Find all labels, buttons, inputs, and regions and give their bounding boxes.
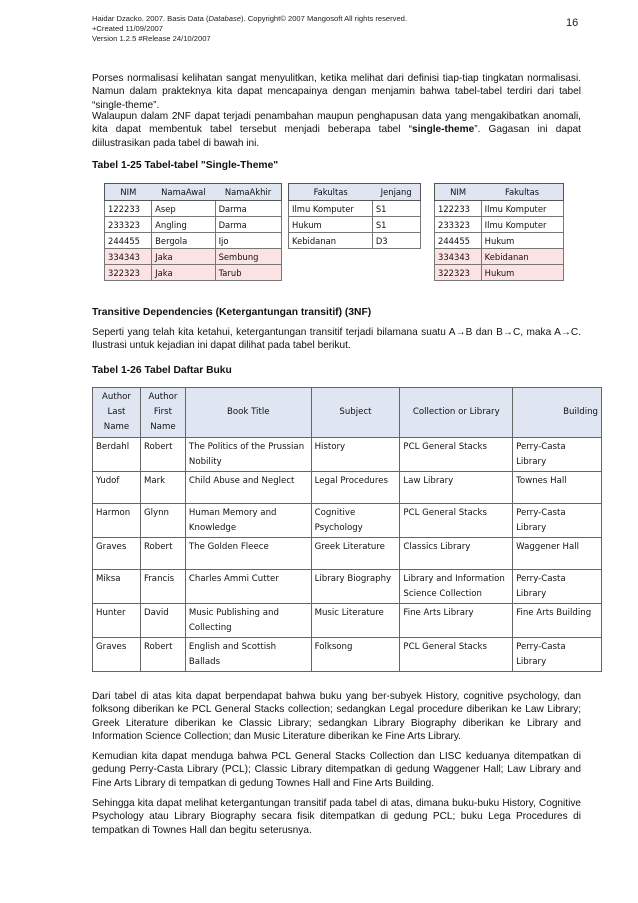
table-row xyxy=(105,265,282,281)
column-header: Book Title xyxy=(185,388,311,438)
table-cell: 122233 xyxy=(435,201,482,217)
table-row xyxy=(93,538,602,570)
table-cell: D3 xyxy=(372,233,420,249)
table-cell: Asep xyxy=(152,201,215,217)
column-header: Collection or Library xyxy=(400,388,513,438)
table-cell: Ilmu Komputer xyxy=(481,201,563,217)
table-row xyxy=(93,604,602,638)
table-cell: Kebidanan xyxy=(289,233,373,249)
table-cell: Francis xyxy=(140,570,185,604)
page-number: 16 xyxy=(566,17,579,29)
table-cell: Music Literature xyxy=(311,604,400,638)
arrow-icon: → xyxy=(502,327,513,338)
table-header-row xyxy=(93,388,602,438)
table-cell: Kebidanan xyxy=(481,249,563,265)
column-header: NIM xyxy=(105,184,152,201)
table-cell: Waggener Hall xyxy=(513,538,602,570)
table-cell: Robert xyxy=(140,638,185,672)
table-cell: Cognitive Psychology xyxy=(311,504,400,538)
section-title-3nf: Transitive Dependencies (Ketergantungan transitif) (3NF) xyxy=(92,307,372,318)
table-cell: Angling xyxy=(152,217,215,233)
table-cell: 244455 xyxy=(105,233,152,249)
table-cell: David xyxy=(140,604,185,638)
table-cell: Fine Arts Building xyxy=(513,604,602,638)
table-cell: Robert xyxy=(140,538,185,570)
table-row xyxy=(93,504,602,538)
table-cell: Greek Literature xyxy=(311,538,400,570)
table-cell: Charles Ammi Cutter xyxy=(185,570,311,604)
table-cell: Perry-Casta Library xyxy=(513,438,602,472)
table-cell: Fine Arts Library xyxy=(400,604,513,638)
table-cell: 334343 xyxy=(435,249,482,265)
table-cell: Legal Procedures xyxy=(311,472,400,504)
running-header xyxy=(92,14,407,44)
table-row xyxy=(93,472,602,504)
table-row xyxy=(93,638,602,672)
arrow-icon: → xyxy=(560,327,571,338)
table-cell: Tarub xyxy=(215,265,281,281)
table-cell: Harmon xyxy=(93,504,141,538)
table-row xyxy=(289,217,421,233)
column-header: NamaAwal xyxy=(152,184,215,201)
table-cell: S1 xyxy=(372,201,420,217)
column-header: Building xyxy=(513,388,602,438)
table-cell: Graves xyxy=(93,638,141,672)
table-cell: 122233 xyxy=(105,201,152,217)
paragraph-conclusion: Sehingga kita dapat melihat ketergantungan transitif pada tabel di atas, dimana buku-buku History, Cognitive Psychology atau Library Biography secara fisik ditempatkan di gedung PCL; buku Lega Procedures di tempatkan di Townes Hall dan begitu seterusnya. xyxy=(92,798,581,836)
table-cell: The Golden Fleece xyxy=(185,538,311,570)
table-row xyxy=(435,201,564,217)
table-cell: Townes Hall xyxy=(513,472,602,504)
table-cell: English and Scottish Ballads xyxy=(185,638,311,672)
table-cell: Ijo xyxy=(215,233,281,249)
caption-table-1-26: Tabel 1-26 Tabel Daftar Buku xyxy=(92,365,232,376)
table-cell: Jaka xyxy=(152,249,215,265)
table-cell: Human Memory and Knowledge xyxy=(185,504,311,538)
table-row xyxy=(435,217,564,233)
table-cell: PCL General Stacks xyxy=(400,438,513,472)
table-header-row xyxy=(435,184,564,201)
table-cell: History xyxy=(311,438,400,472)
table-cell: Darma xyxy=(215,201,281,217)
table-cell: 334343 xyxy=(105,249,152,265)
paragraph-2nf: Walaupun dalam 2NF dapat terjadi penambahan maupun penghapusan data yang mengakibatkan anomali, kita dapat membentuk tabel tersebut menjadi beberapa tabel “single-theme”. Gagasan ini dapat diilustrasikan pada tabel di bawah ini. xyxy=(92,111,581,149)
table-cell: Perry-Casta Library xyxy=(513,570,602,604)
column-header: Subject xyxy=(311,388,400,438)
table-cell: Child Abuse and Neglect xyxy=(185,472,311,504)
table-cell: Classics Library xyxy=(400,538,513,570)
table-cell: Graves xyxy=(93,538,141,570)
table-faculty-levels xyxy=(288,183,421,249)
table-cell: Ilmu Komputer xyxy=(481,217,563,233)
table-cell: Darma xyxy=(215,217,281,233)
table-row xyxy=(93,438,602,472)
table-row xyxy=(105,249,282,265)
table-book-list xyxy=(92,387,602,672)
table-row xyxy=(435,233,564,249)
table-cell: 233323 xyxy=(105,217,152,233)
table-cell: Hunter xyxy=(93,604,141,638)
table-cell: Hukum xyxy=(289,217,373,233)
table-cell: Glynn xyxy=(140,504,185,538)
table-header-row xyxy=(289,184,421,201)
column-header: Author Last Name xyxy=(93,388,141,438)
table-cell: Sembung xyxy=(215,249,281,265)
header-line-1: Haidar Dzacko. 2007. Basis Data (Database). Copyright© 2007 Mangosoft All rights reserved. xyxy=(92,14,408,23)
column-header: Jenjang xyxy=(372,184,420,201)
table-cell: PCL General Stacks xyxy=(400,504,513,538)
column-header: Fakultas xyxy=(289,184,373,201)
table-cell: Mark xyxy=(140,472,185,504)
table-cell: Robert xyxy=(140,438,185,472)
table-student-faculty xyxy=(434,183,564,281)
caption-table-1-25: Tabel 1-25 Tabel-tabel "Single-Theme" xyxy=(92,160,279,171)
table-cell: Library and Information Science Collection xyxy=(400,570,513,604)
paragraph-transitive: Seperti yang telah kita ketahui, ketergantungan transitif terjadi bilamana suatu A→B dan B→C, maka A→C. Ilustrasi untuk kejadian ini dapat dilihat pada tabel berikut. xyxy=(92,327,582,352)
table-cell: Bergola xyxy=(152,233,215,249)
header-line-2: +Created 11/09/2007 xyxy=(92,24,164,33)
table-row xyxy=(105,201,282,217)
table-row xyxy=(93,570,602,604)
table-cell: 233323 xyxy=(435,217,482,233)
table-cell: Music Publishing and Collecting xyxy=(185,604,311,638)
table-row xyxy=(105,217,282,233)
table-cell: Berdahl xyxy=(93,438,141,472)
table-cell: 322323 xyxy=(105,265,152,281)
table-cell: S1 xyxy=(372,217,420,233)
paragraph-intro: Porses normalisasi kelihatan sangat menyulitkan, ketika melihat dari definisi tiap-tiap tingkatan normalisasi. Namun dalam prakteknya kita dapat mencapainya dengan menjamin bahwa tabel-tabel terdiri dari tabel “single-theme”. xyxy=(92,73,581,111)
table-cell: 244455 xyxy=(435,233,482,249)
table-cell: Hukum xyxy=(481,233,563,249)
table-cell: The Politics of the Prussian Nobility xyxy=(185,438,311,472)
table-row xyxy=(289,233,421,249)
table-cell: Ilmu Komputer xyxy=(289,201,373,217)
arrow-icon: → xyxy=(455,327,466,338)
table-cell: Miksa xyxy=(93,570,141,604)
table-row xyxy=(105,233,282,249)
table-cell: Perry-Casta Library xyxy=(513,504,602,538)
table-student-names xyxy=(104,183,282,281)
column-header: NIM xyxy=(435,184,482,201)
table-cell: Perry-Casta Library xyxy=(513,638,602,672)
column-header: Author First Name xyxy=(140,388,185,438)
table-cell: Library Biography xyxy=(311,570,400,604)
table-row xyxy=(435,249,564,265)
paragraph-subjects: Dari tabel di atas kita dapat berpendapat bahwa buku yang ber-subyek History, cognitive psychology, dan folksong diberikan ke PCL General Stacks collection; sedangkan Legal procedure diberikan ke Law Library; Greek Literature diberikan ke Classic Library; sedangkan Library Biography diberikan ke Library and Information Science Collection; dan Music Literature diberikan ke Fine Arts Library. xyxy=(92,691,581,743)
column-header: Fakultas xyxy=(481,184,563,201)
table-header-row xyxy=(105,184,282,201)
table-cell: Folksong xyxy=(311,638,400,672)
table-cell: Jaka xyxy=(152,265,215,281)
table-row xyxy=(289,201,421,217)
column-header: NamaAkhir xyxy=(215,184,281,201)
table-cell: 322323 xyxy=(435,265,482,281)
table-cell: Hukum xyxy=(481,265,563,281)
header-line-3: Version 1.2.5 #Release 24/10/2007 xyxy=(92,34,211,43)
table-cell: Law Library xyxy=(400,472,513,504)
table-cell: PCL General Stacks xyxy=(400,638,513,672)
paragraph-buildings: Kemudian kita dapat menduga bahwa PCL General Stacks Collection dan LISC keduanya ditempatkan di gedung Perry-Casta Library (PCL); Classic Library ditempatkan di gedung Waggener Hall; Law Library and Fine Arts Library di tempatkan di gedung Townes Hall and Fine Arts Building. xyxy=(92,751,581,789)
table-row xyxy=(435,265,564,281)
table-cell: Yudof xyxy=(93,472,141,504)
